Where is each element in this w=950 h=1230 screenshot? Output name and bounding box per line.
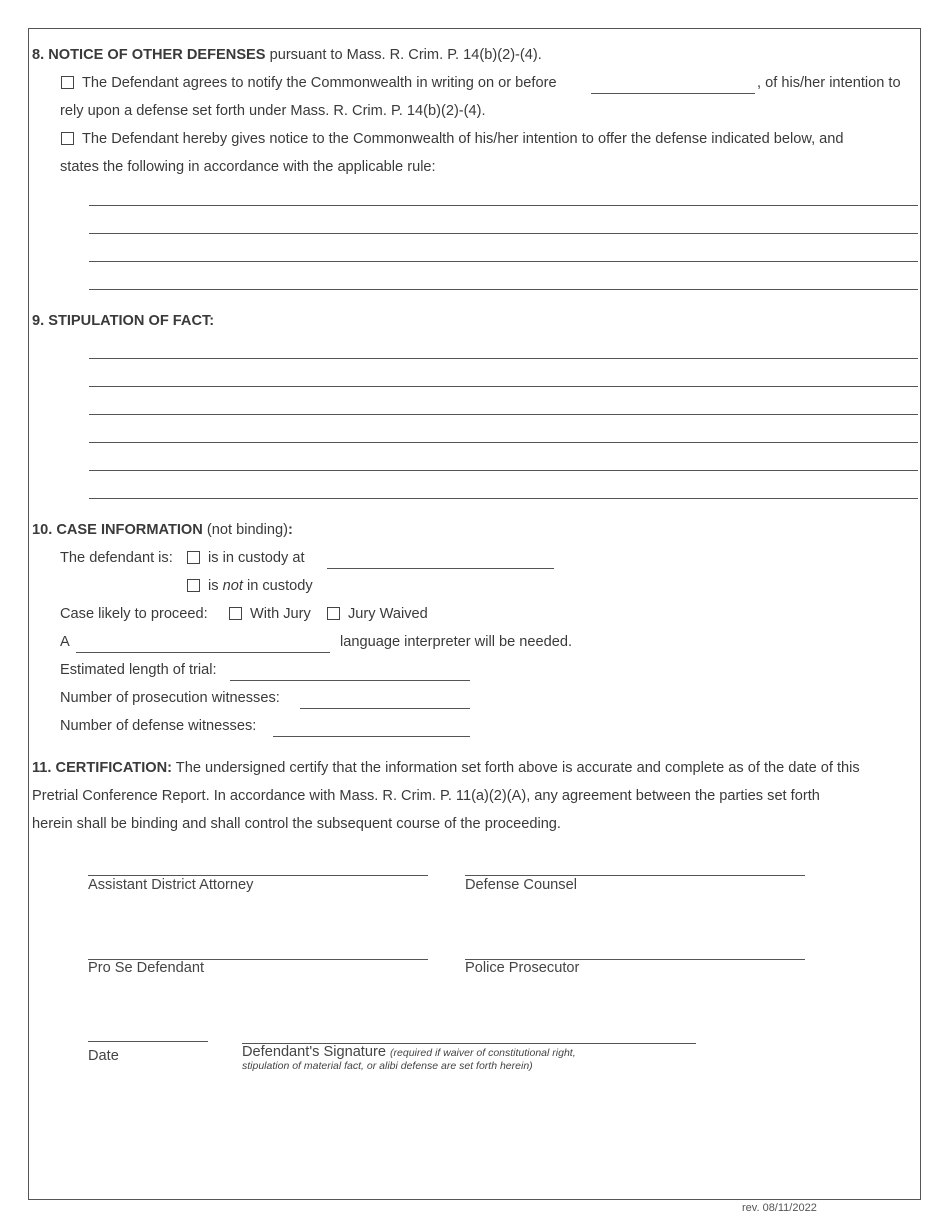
certification-text: herein shall be binding and shall control the subsequent course of the proceeding. [32,816,561,832]
agree-notify-checkbox[interactable] [61,76,74,89]
give-notice-text: The Defendant hereby gives notice to the Commonwealth of his/her intention to offer the defense indicated below, and [82,131,844,147]
in-custody-label: is in custody at [208,550,305,566]
section-11-heading: 11. CERTIFICATION: The undersigned certify that the information set forth above is accurate and complete as of the date of this [32,760,860,776]
not-in-custody-label: is not in custody [208,578,313,594]
trial-length-label: Estimated length of trial: [60,662,217,678]
interpreter-prefix: A [60,634,70,650]
stipulation-line[interactable] [89,386,918,387]
defense-counsel-label: Defense Counsel [465,877,577,893]
defense-line[interactable] [89,289,918,290]
custody-location-field[interactable] [327,568,554,569]
stipulation-line[interactable] [89,442,918,443]
certification-text: Pretrial Conference Report. In accordance with Mass. R. Crim. P. 11(a)(2)(A), any agreement between the parties set forth [32,788,820,804]
proceed-label: Case likely to proceed: [60,606,208,622]
stipulation-line[interactable] [89,414,918,415]
section-10-heading: 10. CASE INFORMATION (not binding): [32,522,293,538]
prosecution-witnesses-field[interactable] [300,708,470,709]
defendant-is-label: The defendant is: [60,550,173,566]
agree-notify-text-end: , of his/her intention to [757,75,901,91]
date-label: Date [88,1048,119,1064]
section-8-heading: 8. NOTICE OF OTHER DEFENSES pursuant to Mass. R. Crim. P. 14(b)(2)-(4). [32,47,542,63]
stipulation-line[interactable] [89,470,918,471]
defense-line[interactable] [89,233,918,234]
defense-witnesses-field[interactable] [273,736,470,737]
pro-se-label: Pro Se Defendant [88,960,205,976]
with-jury-label: With Jury [250,606,311,622]
ada-label: Assistant District Attorney [88,877,254,893]
not-in-custody-checkbox[interactable] [187,579,200,592]
stipulation-line[interactable] [89,358,918,359]
agree-notify-text-cont: rely upon a defense set forth under Mass. R. Crim. P. 14(b)(2)-(4). [60,103,486,119]
interpreter-label: language interpreter will be needed. [340,634,573,650]
defendant-signature-note: stipulation of material fact, or alibi defense are set forth herein) [242,1060,533,1072]
trial-length-field[interactable] [230,680,470,681]
notify-date-field[interactable] [591,93,755,94]
jury-waived-label: Jury Waived [348,606,428,622]
section-9-heading: 9. STIPULATION OF FACT: [32,313,215,329]
with-jury-checkbox[interactable] [229,607,242,620]
date-line[interactable] [88,1041,208,1042]
revision-date: rev. 08/11/2022 [742,1202,817,1214]
give-notice-text-cont: states the following in accordance with the applicable rule: [60,159,436,175]
prosecution-witnesses-label: Number of prosecution witnesses: [60,690,280,706]
defendant-signature-label: Defendant's Signature (required if waiver of constitutional right, [242,1044,576,1060]
interpreter-language-field[interactable] [76,652,330,653]
defense-line[interactable] [89,205,918,206]
give-notice-checkbox[interactable] [61,132,74,145]
jury-waived-checkbox[interactable] [327,607,340,620]
police-prosecutor-label: Police Prosecutor [465,960,580,976]
agree-notify-text: The Defendant agrees to notify the Commonwealth in writing on or before [82,75,557,91]
defense-witnesses-label: Number of defense witnesses: [60,718,257,734]
stipulation-line[interactable] [89,498,918,499]
defense-line[interactable] [89,261,918,262]
in-custody-checkbox[interactable] [187,551,200,564]
